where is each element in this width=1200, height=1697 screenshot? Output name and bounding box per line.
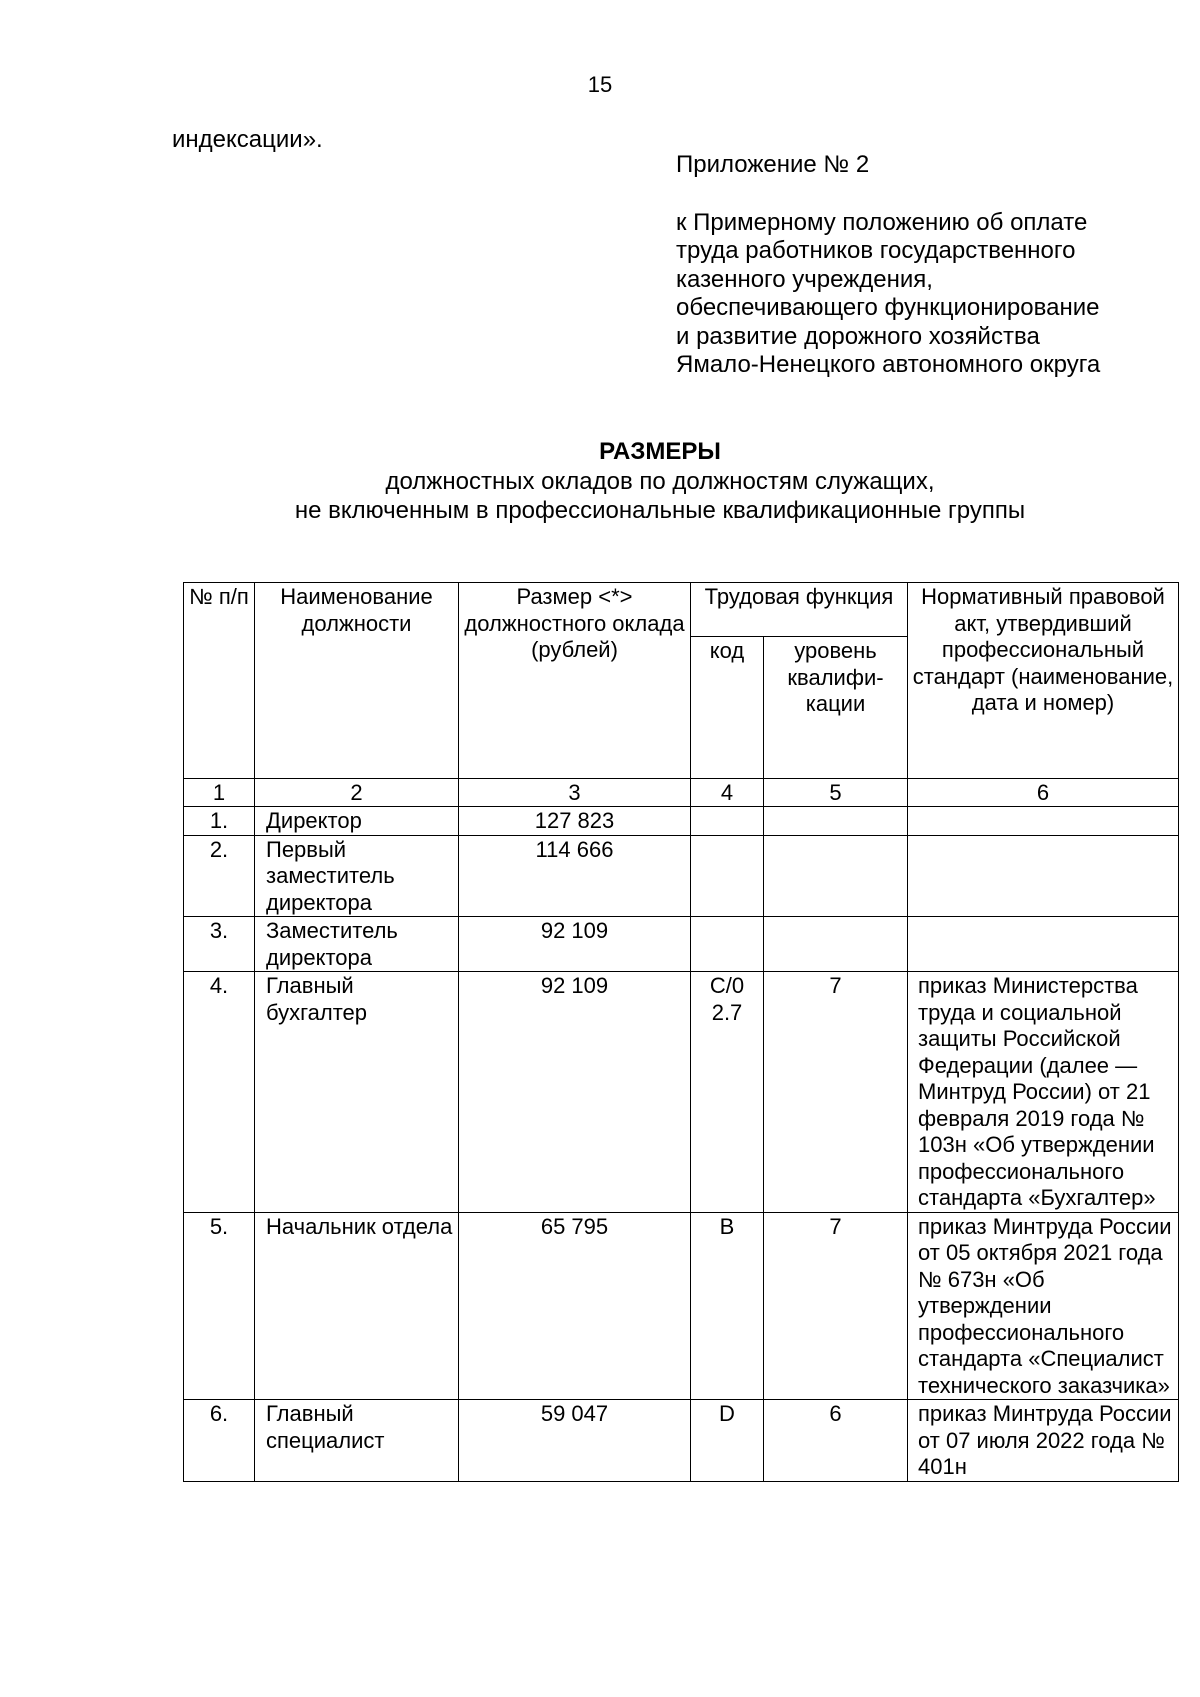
row-number: 2. bbox=[184, 835, 255, 917]
column-number: 3 bbox=[459, 779, 691, 807]
table-row bbox=[184, 917, 1179, 972]
header-position-name: Наименование должности bbox=[255, 583, 459, 779]
normative-act: приказ Минтруда России от 05 октября 2021 года № 673н «Об утверждении профессионального стандарта «Специалист технического заказчика» bbox=[908, 1212, 1179, 1400]
column-number: 4 bbox=[691, 779, 764, 807]
qualification-level bbox=[764, 807, 908, 836]
table-row bbox=[184, 972, 1179, 1213]
position-name: Директор bbox=[255, 807, 459, 836]
function-code: B bbox=[691, 1212, 764, 1400]
appendix-line: Ямало-Ненецкого автономного округа bbox=[676, 351, 1101, 378]
table-header-row bbox=[184, 583, 1179, 637]
salary-value: 59 047 bbox=[459, 1400, 691, 1482]
normative-act bbox=[908, 835, 1179, 917]
table-row bbox=[184, 1400, 1179, 1482]
row-number: 4. bbox=[184, 972, 255, 1213]
function-code bbox=[691, 917, 764, 972]
salary-value: 92 109 bbox=[459, 917, 691, 972]
header-number: № п/п bbox=[184, 583, 255, 779]
qualification-level: 6 bbox=[764, 1400, 908, 1482]
position-name: Главный специалист bbox=[255, 1400, 459, 1482]
qualification-level: 7 bbox=[764, 972, 908, 1213]
heading-subtitle-line-2: не включенным в профессиональные квалификационные группы bbox=[294, 497, 1026, 524]
row-number: 3. bbox=[184, 917, 255, 972]
appendix-line: труда работников государственного bbox=[676, 237, 1076, 264]
column-number: 5 bbox=[764, 779, 908, 807]
normative-act bbox=[908, 807, 1179, 836]
table-row bbox=[184, 1212, 1179, 1400]
salary-value: 114 666 bbox=[459, 835, 691, 917]
appendix-line: казенного учреждения, bbox=[676, 265, 933, 293]
normative-act: приказ Министерства труда и социальной защиты Российской Федерации (далее — Минтруд России) от 21 февраля 2019 года № 103н «Об утверждении профессионального стандарта «Бухгалтер» bbox=[908, 972, 1179, 1213]
row-number: 5. bbox=[184, 1212, 255, 1400]
salary-value: 92 109 bbox=[459, 972, 691, 1213]
qualification-level bbox=[764, 835, 908, 917]
header-labor-function: Трудовая функция bbox=[691, 583, 908, 637]
header-qualification-level: уровень квалифи-кации bbox=[764, 637, 908, 779]
row-number: 1. bbox=[184, 807, 255, 836]
appendix-line: и развитие дорожного хозяйства bbox=[676, 322, 1040, 350]
position-name: Первый заместитель директора bbox=[255, 835, 459, 917]
appendix-line: обеспечивающего функционирование bbox=[676, 294, 1100, 321]
column-number: 2 bbox=[255, 779, 459, 807]
header-code: код bbox=[691, 637, 764, 779]
appendix-title: Приложение № 2 bbox=[676, 151, 870, 178]
normative-act: приказ Минтруда России от 07 июля 2022 года № 401н bbox=[908, 1400, 1179, 1482]
heading-title: РАЗМЕРЫ bbox=[599, 438, 721, 465]
header-normative-act: Нормативный правовой акт, утвердивший профессиональный стандарт (наименование, дата и номер) bbox=[908, 583, 1179, 779]
normative-act bbox=[908, 917, 1179, 972]
qualification-level bbox=[764, 917, 908, 972]
table-row bbox=[184, 835, 1179, 917]
column-number: 1 bbox=[184, 779, 255, 807]
position-name: Заместитель директора bbox=[255, 917, 459, 972]
table-row bbox=[184, 807, 1179, 836]
function-code: C/0 2.7 bbox=[691, 972, 764, 1213]
salary-table bbox=[183, 582, 1179, 1482]
function-code: D bbox=[691, 1400, 764, 1482]
heading-subtitle-line-1: должностных окладов по должностям служащих, bbox=[385, 468, 935, 495]
appendix-line: к Примерному положению об оплате bbox=[676, 208, 1088, 236]
position-name: Начальник отдела bbox=[255, 1212, 459, 1400]
function-code bbox=[691, 807, 764, 836]
header-salary: Размер <*> должностного оклада (рублей) bbox=[459, 583, 691, 779]
column-numbers-row bbox=[184, 779, 1179, 807]
previous-section-tail: индексации». bbox=[172, 126, 323, 153]
column-number: 6 bbox=[908, 779, 1179, 807]
document-heading bbox=[0, 437, 1200, 525]
salary-value: 127 823 bbox=[459, 807, 691, 836]
page-number: 15 bbox=[587, 72, 613, 97]
appendix-block bbox=[676, 151, 1156, 380]
qualification-level: 7 bbox=[764, 1212, 908, 1400]
function-code bbox=[691, 835, 764, 917]
row-number: 6. bbox=[184, 1400, 255, 1482]
salary-value: 65 795 bbox=[459, 1212, 691, 1400]
position-name: Главный бухгалтер bbox=[255, 972, 459, 1213]
